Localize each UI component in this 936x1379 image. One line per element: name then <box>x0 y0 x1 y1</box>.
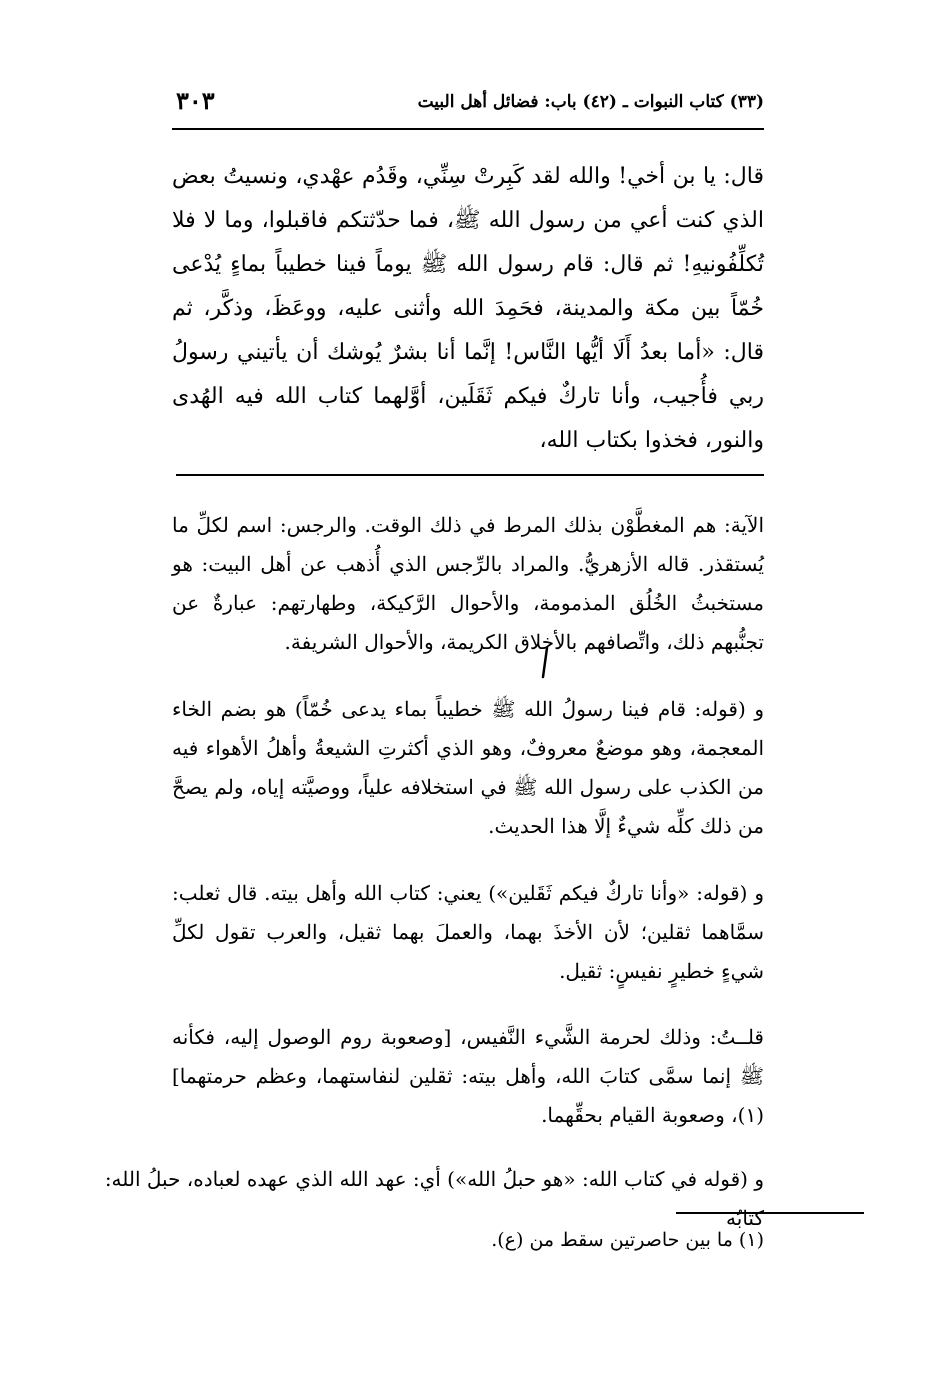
commentary-paragraph-1 <box>172 506 764 662</box>
footnote: (١) ما بين حاصرتين سقط من (ع). <box>491 1229 764 1251</box>
commentary-paragraph-2 <box>172 690 764 846</box>
hadith-paragraph: قال: يا بن أخي! والله لقد كَبِرتْ سِنِّي، وقَدُم عهْدي، ونسيتُ بعض الذي كنت أعي من رسول الله ﷺ، فما حدّثتكم فاقبلوا، وما لا فلا تُكلِّفُونيهِ! ثم قال: قام رسول الله ﷺ يوماً فينا خطيباً بماءٍ يُدْعى خُمّاً بين مكة والمدينة، فحَمِدَ الله وأثنى عليه، ووعَظَ، وذكَّر، ثم قال: «أما بعدُ أَلَا أيُّها النَّاس! إنَّما أنا بشرٌ يُوشك أن يأتيني رسولُ ربي فأُجيب، وأنا تاركٌ فيكم ثَقَلَين، أوَّلهما كتاب الله فيه الهُدى والنور، فخذوا بكتاب الله، <box>172 164 764 453</box>
commentary-text: و (قوله: «وأنا تاركٌ فيكم ثَقَلين») يعني: كتاب الله وأهل بيته. قال ثعلب: سمَّاهما ثقلين؛ لأن الأخذَ بهما، والعملَ بهما ثقيل، والعرب تقول لكلِّ شيءٍ خطيرٍ نفيسٍ: ثقيل. <box>172 881 764 983</box>
commentary-text: و (قوله في كتاب الله: «هو حبلُ الله») أي: عهد الله الذي عهده لعباده، حبلُ الله: كتابُه <box>104 1167 764 1230</box>
text-separator-rule <box>176 474 764 476</box>
commentary-text: و (قوله: قام فينا رسولُ الله ﷺ خطيباً بماء يدعى خُمّاً) هو بضم الخاء المعجمة، وهو موضعٌ معروفٌ، وهو الذي أكثرتِ الشيعةُ وأهلُ الأهواء فيه من الكذب على رسول الله ﷺ في استخلافه علياً، ووصيَّته إياه، ولم يصحَّ من ذلك كلِّه شيءٌ إلَّا هذا الحديث. <box>172 697 765 838</box>
running-title: (٣٣) كتاب النبوات ـ (٤٢) باب: فضائل أهل البيت <box>417 92 764 112</box>
footnote-rule <box>676 1212 864 1214</box>
header-rule <box>172 128 764 130</box>
main-text <box>172 155 764 463</box>
pen-mark-icon <box>540 646 550 680</box>
commentary-paragraph-4 <box>172 1018 764 1135</box>
page-number: ٣٠٣ <box>176 86 215 115</box>
commentary-text: قلــتُ: وذلك لحرمة الشَّيء النَّفيس، [وصعوبة روم الوصول إليه، فكأنه ﷺ إنما سمَّى كتابَ الله، وأهل بيته: ثقلين لنفاستهما، وعظم حرمتهما](١)، وصعوبة القيام بحقِّهما. <box>172 1025 764 1127</box>
commentary-text: الآية: هم المغطَّوْن بذلك المرط في ذلك الوقت. والرجس: اسم لكلِّ ما يُستقذر. قاله الأزهريُّ. والمراد بالرِّجس الذي أُذهب عن أهل البيت: هو مستخبثُ الخُلُق المذمومة، والأحوال الرَّكيكة، وطهارتهم: عبارةٌ عن تجنُّبهم ذلك، واتِّصافهم بالأخلاق الكريمة، والأحوال الشريفة. <box>172 513 765 654</box>
commentary-paragraph-3 <box>172 874 764 991</box>
